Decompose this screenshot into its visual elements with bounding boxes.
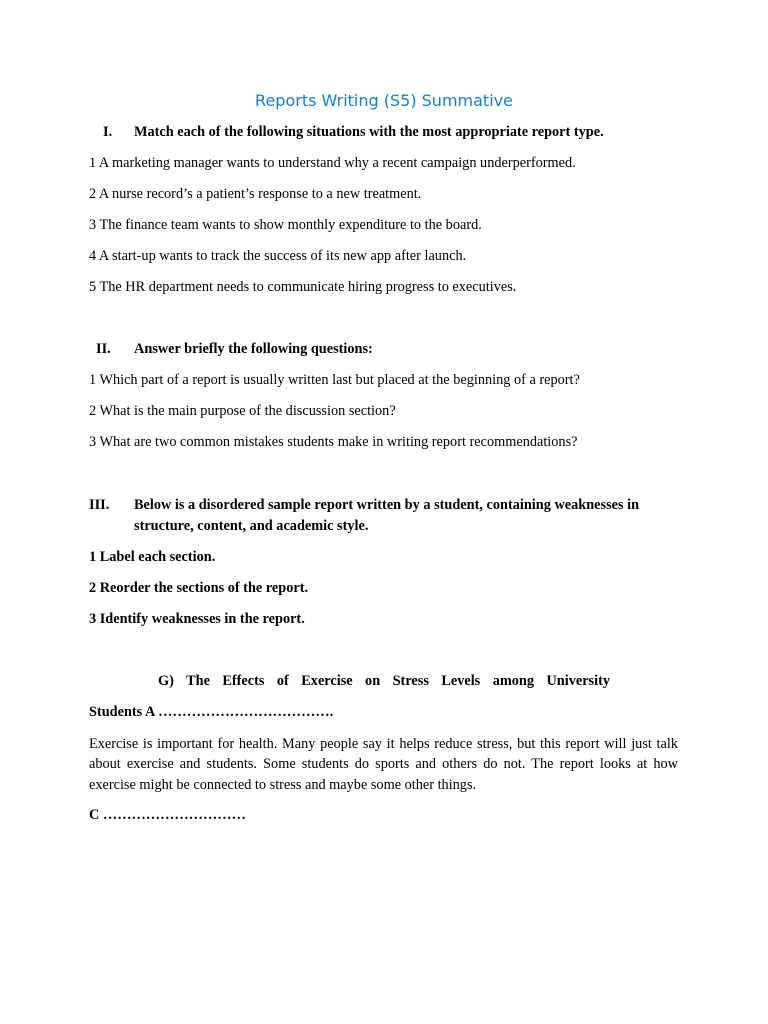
- page-title: Reports Writing (S5) Summative: [255, 91, 513, 110]
- sample-report-section-label: C …………………………: [89, 807, 246, 823]
- section-1-item: 1 A marketing manager wants to understand why a recent campaign underperformed.: [89, 155, 576, 171]
- section-3-number: III.: [89, 497, 110, 513]
- section-2-item: 1 Which part of a report is usually written last but placed at the beginning of a report?: [89, 372, 580, 388]
- section-2-item: 3 What are two common mistakes students make in writing report recommendations?: [89, 434, 578, 450]
- section-1-number: I.: [103, 124, 113, 140]
- section-3-heading-line2: structure, content, and academic style.: [134, 518, 369, 534]
- sample-report-title: G) The Effects of Exercise on Stress Levels among University: [158, 673, 610, 689]
- section-1-item: 5 The HR department needs to communicate hiring progress to executives.: [89, 279, 517, 295]
- section-3-task: 3 Identify weaknesses in the report.: [89, 611, 305, 627]
- section-1-item: 3 The finance team wants to show monthly expenditure to the board.: [89, 217, 482, 233]
- section-3-task: 1 Label each section.: [89, 549, 216, 565]
- section-1-item: 4 A start-up wants to track the success of its new app after launch.: [89, 248, 467, 264]
- sample-report-title-line2: Students A ……………………………….: [89, 704, 334, 720]
- section-2-item: 2 What is the main purpose of the discussion section?: [89, 403, 396, 419]
- section-1-item: 2 A nurse record’s a patient’s response to a new treatment.: [89, 186, 422, 202]
- section-3-heading-line1: Below is a disordered sample report written by a student, containing weaknesses in: [134, 497, 640, 513]
- section-2-heading: Answer briefly the following questions:: [134, 341, 373, 357]
- section-1-heading: Match each of the following situations with the most appropriate report type.: [134, 124, 604, 140]
- section-3-task: 2 Reorder the sections of the report.: [89, 580, 309, 596]
- sample-report-paragraph: Exercise is important for health. Many people say it helps reduce stress, but this report will just talk about exercise and students. Some students do sports and others do not. The report looks at how exercise might be connected to stress and maybe some other things.: [89, 736, 678, 793]
- section-2-number: II.: [96, 341, 111, 357]
